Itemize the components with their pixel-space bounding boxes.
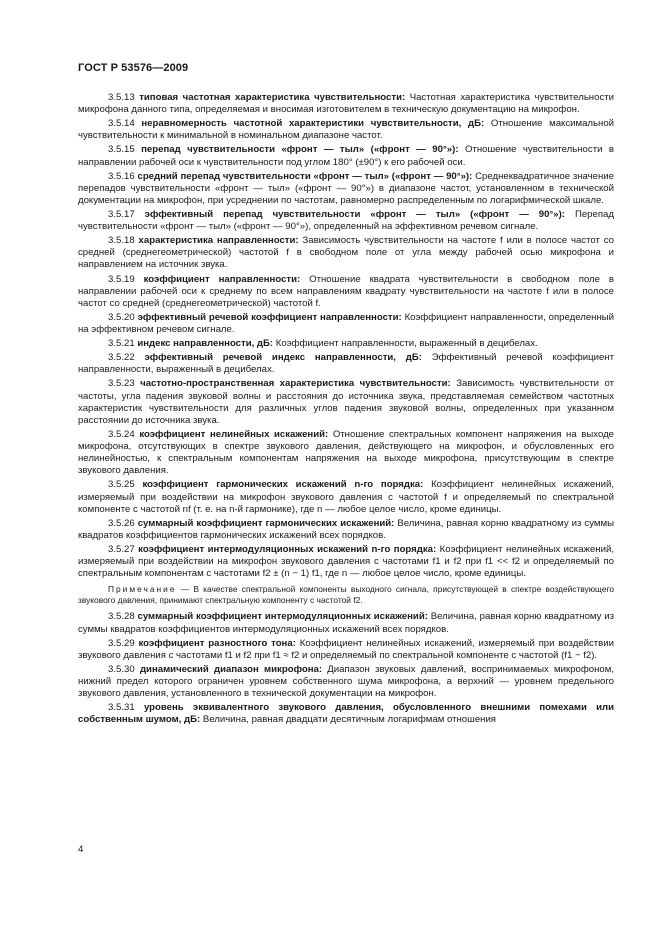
- term: коэффициент гармонических искажений n-го порядка:: [142, 479, 424, 491]
- clause-3-5-13: [78, 92, 614, 116]
- term: суммарный коэффициент интермодуляционных искажений:: [137, 611, 428, 623]
- note-label: Примечание: [108, 584, 177, 595]
- clause-3-5-20: [78, 312, 614, 336]
- term: динамический диапазон микрофона:: [139, 663, 323, 675]
- document-body: [78, 92, 614, 728]
- clause-number: 3.5.13: [108, 92, 135, 103]
- term: коэффициент нелинейных искажений:: [139, 428, 329, 440]
- definition: Среднеквадратичное значение перепадов чувствительности «фронт — тыл» («фронт — 90°») в диапазоне частот, установленном в технической документации на микрофон, при усреднении по частотам, равномерно распределенным по логарифмической шкале.: [78, 170, 614, 206]
- definition: Отношение чувствительности в направлении рабочей оси к чувствительности под углом 180° (±90°) к его рабочей оси.: [78, 144, 614, 168]
- definition: Величина, равная двадцати десятичным логарифмам отношения: [202, 714, 497, 726]
- clause-number: 3.5.14: [108, 118, 135, 130]
- clause-3-5-14: [78, 118, 614, 142]
- definition: Зависимость чувствительности от частоты, угла падения звуковой волны и расстояния до источника звука, представляемая семейством частотных характеристик чувствительности для различных углов падения звуковой волны, определенных при указанном расстоянии до источника звука.: [78, 378, 615, 426]
- clause-3-5-23: [78, 378, 614, 427]
- definition: Отношение квадрата чувствительности в свободном поле в направлении рабочей оси к среднему по всем направлениям квадрату чувствительности на частоте f или в полосе частот со средней (среднегеометрической) частотой f.: [78, 273, 614, 309]
- clause-number: 3.5.19: [108, 273, 135, 285]
- clause-3-5-28: [78, 611, 614, 635]
- clause-3-5-21: [78, 338, 614, 350]
- clause-number: 3.5.23: [108, 378, 135, 390]
- clause-number: 3.5.27: [108, 543, 135, 555]
- term: эффективный речевой индекс направленности, дБ:: [144, 352, 422, 364]
- clause-3-5-16: [78, 171, 614, 207]
- definition: Частотная характеристика чувствительности микрофона данного типа, определяемая и вносимая изготовителем в техническую документацию на микрофон.: [78, 92, 614, 116]
- note-text: — В качестве спектральной компоненты выходного сигнала, присутствующей в спектре воздействующего звукового давления, принимают спектральную компоненту с частотой f2.: [78, 584, 615, 606]
- clause-number: 3.5.31: [108, 702, 135, 714]
- clause-number: 3.5.21: [108, 338, 135, 350]
- clause-number: 3.5.24: [108, 428, 135, 440]
- clause-3-5-26: [78, 518, 614, 542]
- clause-3-5-24: [78, 429, 614, 478]
- clause-number: 3.5.22: [108, 352, 135, 364]
- clause-number: 3.5.17: [108, 208, 135, 220]
- term: неравномерность частотной характеристики чувствительности, дБ:: [141, 118, 485, 130]
- term: характеристика направленности:: [138, 235, 299, 247]
- definition: Коэффициент направленности, определенный на эффективном речевом сигнале.: [78, 311, 615, 336]
- definition: Коэффициент нелинейных искажений, измеряемый при воздействии на микрофон звукового давления с частотами f1 и f2 при f1 << f2 и определяемый по спектральным компонентам с частотами f2 ± (n − 1) f1, где n — любое целое число, кроме единицы.: [78, 543, 614, 580]
- clause-number: 3.5.28: [108, 611, 135, 623]
- clause-number: 3.5.15: [108, 144, 135, 156]
- clause-3-5-29: [78, 638, 614, 662]
- clause-number: 3.5.18: [108, 235, 135, 247]
- standard-header: ГОСТ Р 53576—2009: [78, 62, 189, 74]
- term: уровень эквивалентного звукового давления, обусловленного внешними помехами или собственным шумом, дБ:: [78, 702, 614, 726]
- definition: Диапазон звуковых давлений, воспринимаемых микрофоном, нижний предел которого ограничен уровнем собственного шума микрофона, а верхний — уровнем предельного звукового давления, установленного в технической документации на микрофон.: [78, 663, 614, 700]
- term: типовая частотная характеристика чувствительности:: [139, 92, 406, 103]
- term: индекс направленности, дБ:: [137, 338, 274, 350]
- clause-3-5-31: [78, 702, 614, 726]
- definition: Величина, равная корню квадратному из суммы квадратов коэффициентов интермодуляционных искажений всех порядков.: [78, 611, 615, 635]
- clause-3-5-30: [78, 664, 614, 700]
- definition: Отношение спектральных компонент напряжения на выходе микрофона, отсутствующих в спектре звукового давления, действующего на микрофон, и обусловленных его нелинейностью, к спектральным компонентам напряжения на выходе микрофона, присутствующим в спектре звукового давления.: [78, 428, 615, 477]
- clause-number: 3.5.20: [108, 311, 135, 323]
- term: эффективный перепад чувствительности «фронт — тыл» («фронт — 90°»):: [144, 208, 565, 220]
- clause-3-5-18: [78, 235, 614, 271]
- definition: Коэффициент направленности, выраженный в децибелах.: [275, 338, 538, 350]
- definition: Коэффициент нелинейных искажений, измеряемый при воздействии на микрофон звукового давления с частотой f и определяемый по спектральной компоненте с частотой nf (т. е. на n-й гармонике), где n — любое целое число, кроме единицы.: [78, 479, 614, 515]
- definition: Отношение максимальной чувствительности к минимальной в номинальном диапазоне частот.: [78, 118, 615, 142]
- term: коэффициент разностного тона:: [138, 637, 296, 649]
- clause-number: 3.5.29: [108, 637, 135, 649]
- clause-3-5-15: [78, 144, 614, 168]
- clause-3-5-27: [78, 544, 614, 580]
- clause-number: 3.5.30: [108, 663, 135, 675]
- clause-number: 3.5.25: [108, 479, 135, 491]
- definition: Коэффициент нелинейных искажений, измеряемый при воздействии звукового давления с частотами f1 и f2 при f1 ≈ f2 и определяемый по спектральной компоненте с частотой (f1 − f2).: [78, 637, 614, 661]
- clause-3-5-17: [78, 209, 614, 233]
- term: суммарный коэффициент гармонических искажений:: [137, 517, 395, 529]
- page-number: 4: [78, 844, 84, 855]
- term: коэффициент направленности:: [143, 273, 301, 285]
- clause-3-5-25: [78, 479, 614, 515]
- definition: Эффективный речевой коэффициент направленности, выраженный в децибелах.: [78, 352, 614, 376]
- definition: Зависимость чувствительности на частоте f или в полосе частот со средней (среднегеометрической) частотой f в свободном поле от угла между рабочей осью микрофона и направлением на источник звука.: [78, 235, 614, 271]
- note-block: [78, 584, 614, 606]
- term: эффективный речевой коэффициент направленности:: [137, 311, 402, 323]
- clause-3-5-22: [78, 352, 614, 376]
- clause-number: 3.5.16: [108, 170, 135, 182]
- definition: Величина, равная корню квадратному из суммы квадратов коэффициентов гармонических искажений всех порядков.: [78, 517, 614, 541]
- clause-3-5-19: [78, 274, 614, 310]
- definition: Перепад чувствительности «фронт — тыл» («фронт — 90°»), определенный на эффективном речевом сигнале.: [78, 208, 614, 233]
- term: средний перепад чувствительности «фронт — тыл» («фронт — 90°»):: [137, 170, 473, 182]
- term: частотно-пространственная характеристика чувствительности:: [140, 378, 451, 390]
- clause-number: 3.5.26: [108, 517, 135, 529]
- term: коэффициент интермодуляционных искажений n-го порядка:: [138, 543, 437, 555]
- term: перепад чувствительности «фронт — тыл» («фронт — 90°»):: [141, 144, 459, 156]
